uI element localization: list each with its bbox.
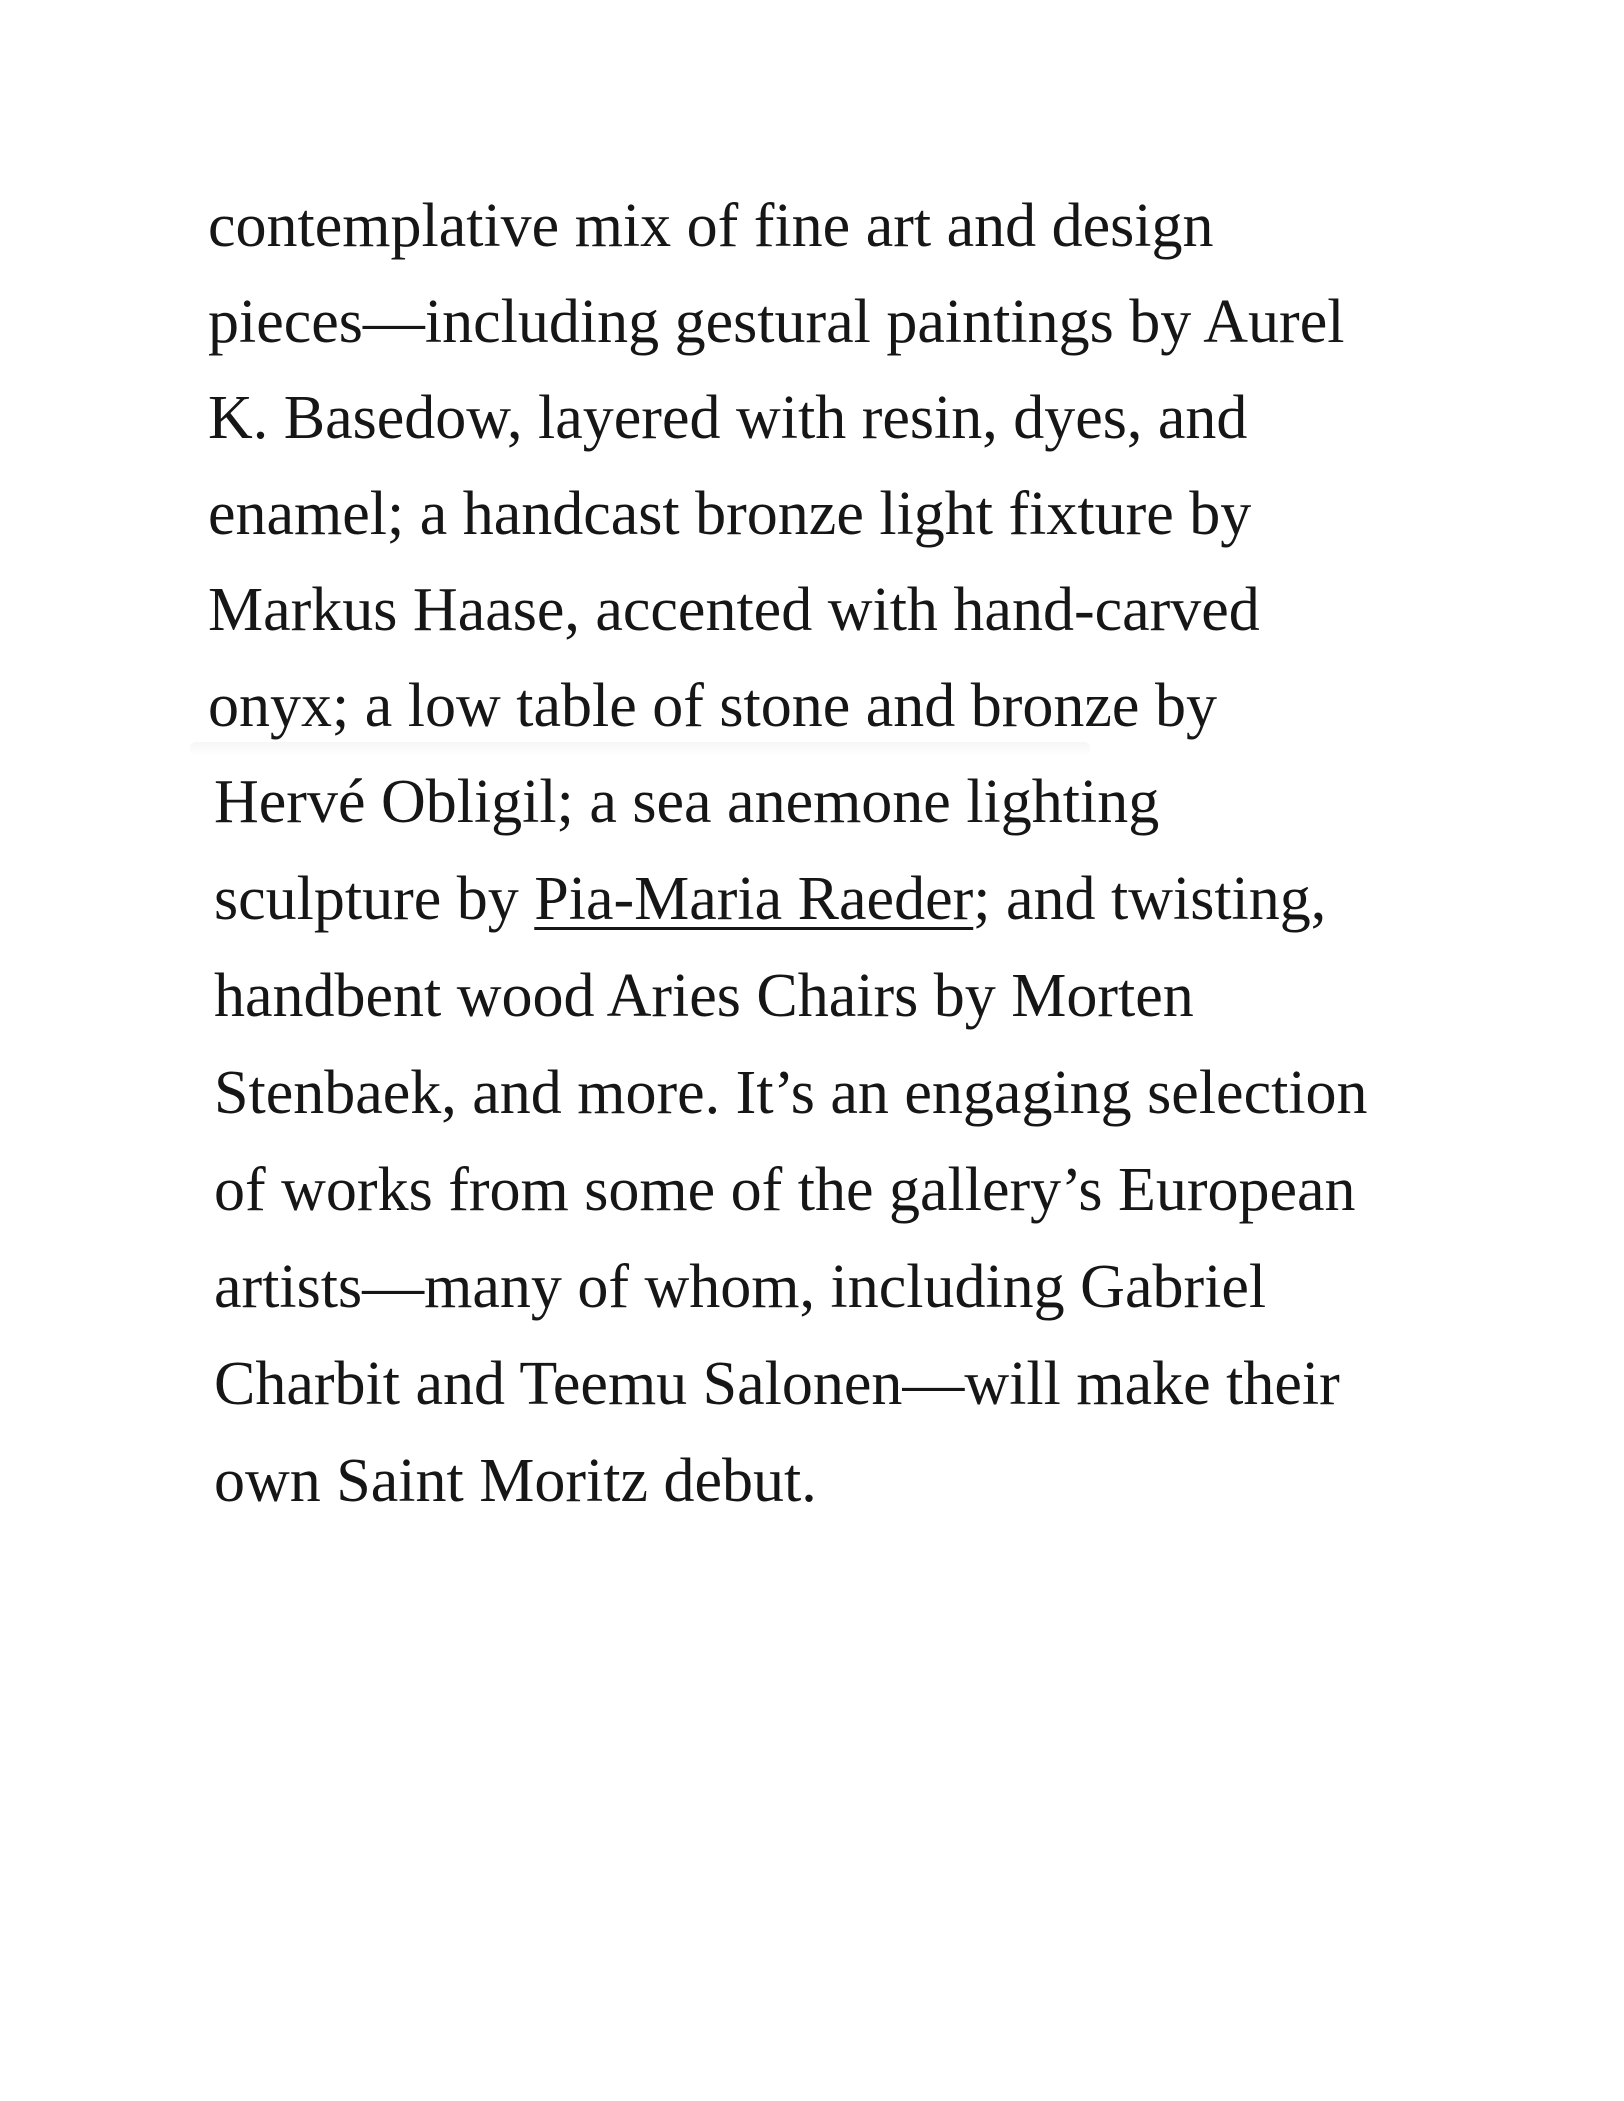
text-line: artists—many of whom, including Gabriel: [214, 1253, 1267, 1321]
text-line: pieces—including gestural paintings by Aurel: [208, 288, 1345, 356]
text-line: Hervé Obligil; a sea anemone lighting: [214, 768, 1160, 836]
paragraph-lower: [214, 754, 1368, 1530]
text-line: Charbit and Teemu Salonen—will make their: [214, 1350, 1340, 1418]
text-line: contemplative mix of fine art and design: [208, 192, 1214, 260]
text-segment: ; and twisting,: [973, 865, 1327, 933]
text-line: of works from some of the gallery’s European: [214, 1156, 1356, 1224]
text-line-with-link: [214, 851, 1368, 948]
artist-link-pia-maria-raeder[interactable]: Pia-Maria Raeder: [534, 865, 974, 933]
text-line: enamel; a handcast bronze light fixture by: [208, 480, 1252, 548]
text-segment: sculpture by: [214, 865, 535, 933]
paragraph-upper: [208, 178, 1344, 754]
text-line: own Saint Moritz debut.: [214, 1447, 817, 1515]
text-line: K. Basedow, layered with resin, dyes, and: [208, 384, 1248, 452]
text-line: Stenbaek, and more. It’s an engaging selection: [214, 1059, 1368, 1127]
text-line: Markus Haase, accented with hand-carved: [208, 576, 1260, 644]
text-line: onyx; a low table of stone and bronze by: [208, 672, 1217, 740]
text-line: handbent wood Aries Chairs by Morten: [214, 962, 1194, 1030]
